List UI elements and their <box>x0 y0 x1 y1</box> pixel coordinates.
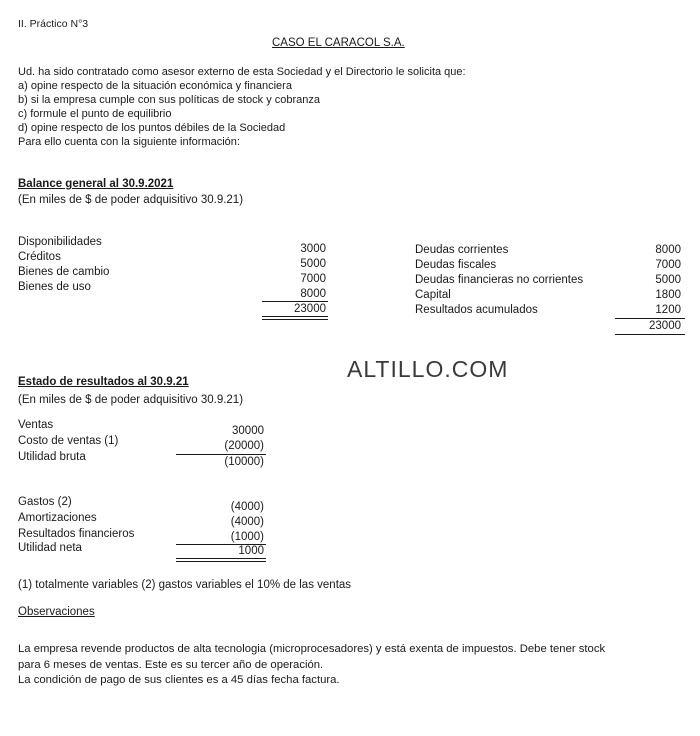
income-label: Amortizaciones <box>18 512 97 524</box>
liability-value: 8000 <box>655 244 681 256</box>
intro-line: Ud. ha sido contratado como asesor externo de esta Sociedad y el Directorio le solicita que: <box>18 66 466 78</box>
liability-label: Capital <box>415 289 451 301</box>
asset-label: Disponibilidades <box>18 236 102 248</box>
intro-line: b) si la empresa cumple con sus políticas de stock y cobranza <box>18 94 321 106</box>
liability-label: Deudas financieras no corrientes <box>415 274 584 286</box>
intro-line: a) opine respecto de la situación económica y financiera <box>18 80 292 92</box>
asset-value: 7000 <box>300 273 326 285</box>
income-label: Utilidad neta <box>18 542 82 554</box>
liability-label: Deudas corrientes <box>415 244 509 256</box>
income-subtitle: (En miles de $ de poder adquisitivo 30.9.21) <box>18 394 244 406</box>
income-title: Estado de resultados al 30.9.21 <box>18 376 189 388</box>
asset-label: Bienes de cambio <box>18 266 110 278</box>
assets-total: 23000 <box>294 303 326 315</box>
assets-total-double-line <box>262 316 328 320</box>
income-value: (10000) <box>224 456 264 468</box>
income-value: 30000 <box>232 425 264 437</box>
document-title: CASO EL CARACOL S.A. <box>272 37 405 49</box>
observations-title: Observaciones <box>18 606 95 618</box>
asset-value: 5000 <box>300 258 326 270</box>
liability-value: 7000 <box>655 259 681 271</box>
income-value: (1000) <box>230 531 264 543</box>
income-label: Costo de ventas (1) <box>18 435 119 447</box>
balance-subtitle: (En miles de $ de poder adquisitivo 30.9.21) <box>18 194 244 206</box>
income-label: Resultados financieros <box>18 528 135 540</box>
income-value: (4000) <box>230 516 264 528</box>
liability-value: 1200 <box>655 304 681 316</box>
liability-value: 5000 <box>655 274 681 286</box>
income-value: (4000) <box>230 501 264 513</box>
observation-line: para 6 meses de ventas. Este es su tercer año de operación. <box>18 659 324 671</box>
asset-label: Créditos <box>18 251 61 263</box>
intro-line: d) opine respecto de los puntos débiles de la Sociedad <box>18 122 286 134</box>
footnote: (1) totalmente variables (2) gastos variables el 10% de las ventas <box>18 579 352 591</box>
intro-line: c) formule el punto de equilibrio <box>18 108 172 120</box>
practice-label: II. Práctico N°3 <box>18 18 89 30</box>
income-label: Ventas <box>18 419 54 431</box>
assets-subtotal-line <box>262 301 328 302</box>
income-value: 1000 <box>238 545 264 557</box>
income-label: Gastos (2) <box>18 496 72 508</box>
liabilities-total: 23000 <box>649 320 681 332</box>
observation-line: La condición de pago de sus clientes es a 45 días fecha factura. <box>18 674 340 686</box>
watermark-text: ALTILLO.COM <box>347 356 509 382</box>
income-value: (20000) <box>224 440 264 452</box>
liabilities-total-line <box>615 334 685 335</box>
liability-value: 1800 <box>655 289 681 301</box>
asset-value: 3000 <box>300 243 326 255</box>
asset-value: 8000 <box>300 288 326 300</box>
liabilities-subtotal-line <box>615 318 685 319</box>
income-label: Utilidad bruta <box>18 451 86 463</box>
gross-profit-line <box>176 454 266 455</box>
balance-title: Balance general al 30.9.2021 <box>18 178 174 190</box>
intro-line: Para ello cuenta con la siguiente información: <box>18 136 240 148</box>
asset-label: Bienes de uso <box>18 281 91 293</box>
liability-label: Resultados acumulados <box>415 304 538 316</box>
net-income-double-line <box>176 558 266 562</box>
liability-label: Deudas fiscales <box>415 259 497 271</box>
observation-line: La empresa revende productos de alta tecnologia (microprocesadores) y está exenta de impuestos. Debe tener stock <box>18 643 606 655</box>
